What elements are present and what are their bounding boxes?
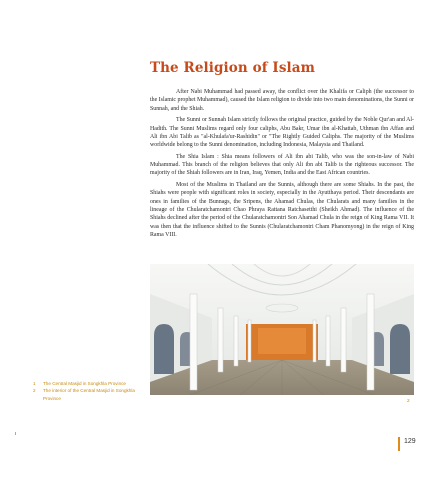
caption-number: 1	[33, 381, 36, 386]
page-number-bar	[398, 437, 400, 451]
caption-text: The interior of the Central Masjid in Songkhla Province	[43, 388, 135, 401]
photo-captions	[33, 380, 141, 402]
paragraph: The Sunni or Sunnah Islam strictly follows the original practice, guided by the Noble Qur'an and Al-Hadith. The Sunni Muslims regard only four caliphs, Abu Bakr, Umar ibn al-Khattab, Uthman ibn Affan and Ali ibn Abi Talib as "al-Khulafa'ur-Rashidin" or "The Rightly Guided Caliphs. The majority of the Muslims worldwide belong to the Sunni denomination, including Indonesia, Malaysia and Thailand.	[150, 117, 414, 149]
mosque-interior-photo	[150, 264, 414, 395]
paragraph: After Nabi Muhammad had passed away, the conflict over the Khalifa or Caliph (the successor to the Islamic prophet Muhammad), caused the Islam religion to divide into two main denominations, the Sunni or Sunnah, and the Shiah.	[150, 89, 414, 112]
mosque-interior-illustration	[150, 264, 414, 395]
caption	[33, 387, 141, 402]
page-number: 129	[404, 438, 416, 445]
caption	[33, 380, 141, 387]
margin-tick	[15, 432, 16, 435]
paragraph: The Shia Islam : Shia means followers of Ali ibn abi Talib, who was the son-in-law of Nabi Muhammad. This branch of the religion believes that only Ali ibn abi Talib is the righteous successor. The majority of the Shiah followers are in Iran, Iraq, Yemen, India and the East African countries.	[150, 153, 414, 177]
caption-number: 2	[33, 388, 36, 394]
caption-text: The Central Masjid in Songkhla Province	[43, 381, 126, 386]
body-text	[150, 88, 414, 242]
paragraph: Most of the Muslims in Thailand are the Sunnis, although there are some Shiahs. In the past, the Shiahs were people with significant roles in society, especially in the Ayutthaya period. Their descendants are ones in families of the Bunnags, the Sripens, the Ahamad Chulas, the Chularats and many families in the lineage of the Chularatchamontri Chao Phraya Rattana Ratchasetthi (Sheikh Ahmad). The influence of the Shiahs declined after the period of the Chularatchamontri Son Ahamad Chula in the reign of King Rama VII. It was then that the influence shifted to the Sunnis (Chularatchamontri Cham Phanomyong) in the reign of King Rama VIII.	[150, 181, 414, 238]
figure-number: 2	[407, 399, 410, 404]
page-title: The Religion of Islam	[150, 60, 315, 76]
